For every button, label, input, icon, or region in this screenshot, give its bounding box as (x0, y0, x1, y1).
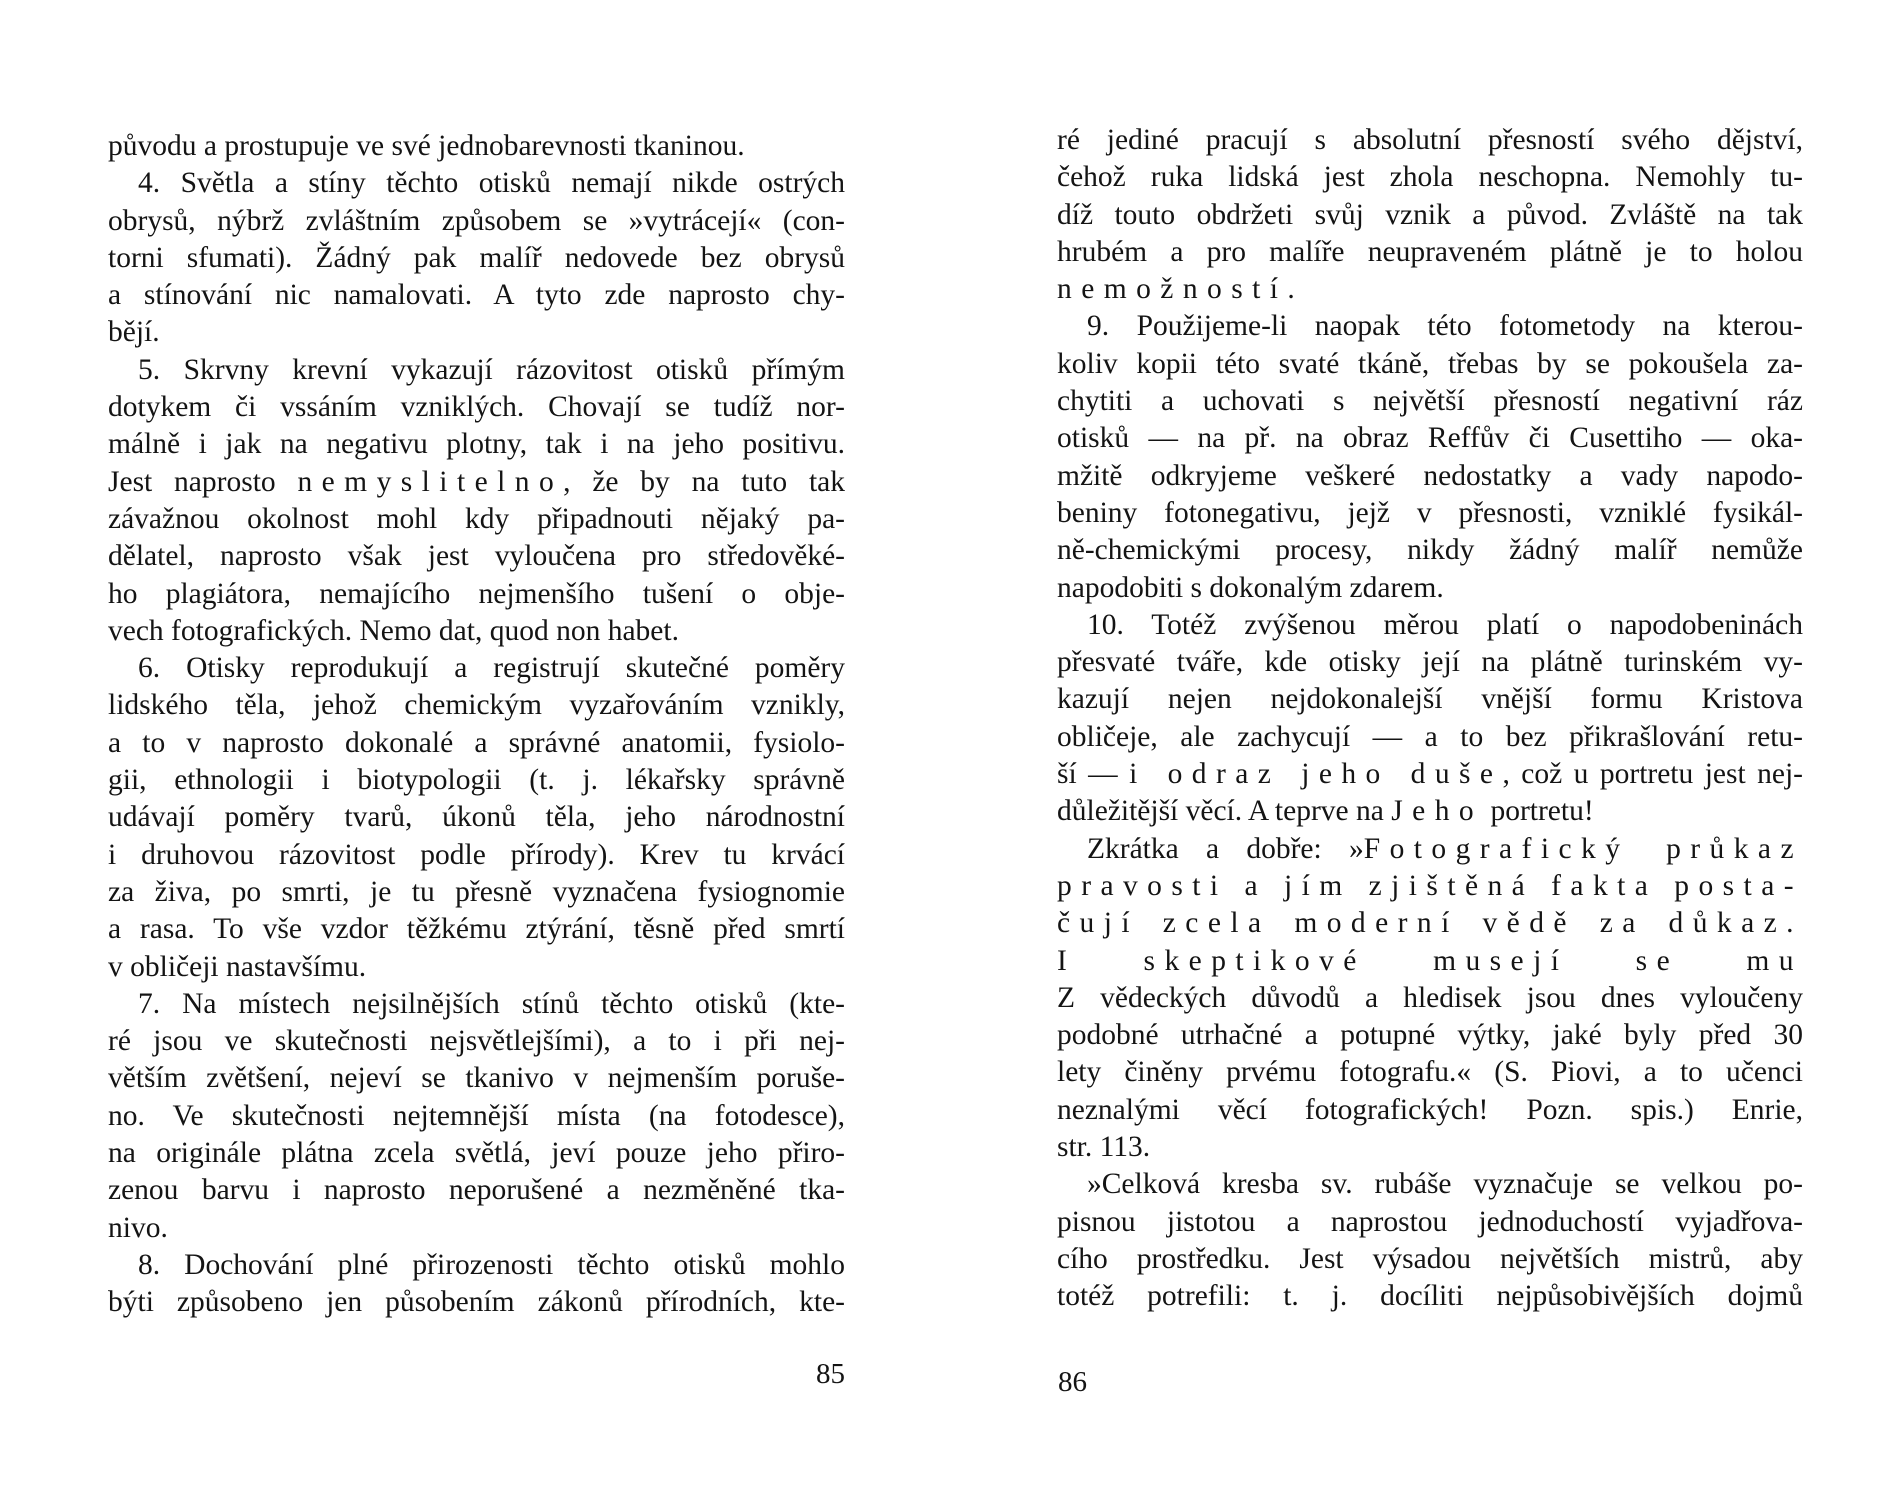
text-segment: ší — (1057, 758, 1130, 791)
text-line (108, 1060, 845, 1097)
text-segment: otisků — na př. na obraz Reffův či Cusettiho — oka- (1057, 422, 1803, 455)
page-number-left: 85 (816, 1358, 845, 1390)
text-segment: přesvaté tváře, kde otisky její na plátně turinském vy- (1057, 646, 1803, 679)
text-line (1057, 122, 1803, 159)
text-line (108, 1023, 845, 1060)
text-segment: v obličeji nastavšímu. (108, 950, 367, 983)
spaced-emphasis: pravosti a jím zjištěná fakta posta- (1057, 869, 1803, 902)
text-segment: beniny fotonegativu, jejž v přesnosti, vzniklé fysikál- (1057, 496, 1803, 529)
text-segment: ně-chemickými procesy, nikdy žádný malíř nemůže (1057, 534, 1803, 567)
text-line (1057, 532, 1803, 569)
text-line (1057, 1204, 1803, 1241)
text-segment: bějí. (108, 316, 160, 349)
text-line (108, 725, 845, 762)
text-line (108, 874, 845, 911)
text-line (108, 501, 845, 538)
text-line (1057, 1017, 1803, 1054)
text-line (108, 352, 845, 389)
text-line (108, 650, 845, 687)
text-line (108, 464, 845, 501)
text-line (1057, 271, 1803, 308)
text-segment: dělatel, naprosto však jest vyloučena pro středověké- (108, 540, 845, 573)
text-line (108, 986, 845, 1023)
text-line (108, 389, 845, 426)
text-line (108, 1135, 845, 1172)
text-segment: cího prostředku. Jest výsadou největších mistrů, aby (1057, 1242, 1803, 1275)
text-segment: kazují nejen nejdokonalejší vnější formu Kristova (1057, 683, 1803, 716)
text-line (108, 1247, 845, 1284)
text-segment: 5. Skrvny krevní vykazují rázovitost otisků přímým (138, 353, 845, 386)
text-line (1057, 420, 1803, 457)
page-number-right: 86 (1058, 1366, 1087, 1398)
text-line (108, 426, 845, 463)
text-line (108, 203, 845, 240)
text-segment: závažnou okolnost mohl kdy připadnouti nějaký pa- (108, 502, 845, 535)
text-line (108, 314, 845, 351)
text-segment: Zkrátka a dobře: » (1087, 832, 1364, 865)
text-line (108, 687, 845, 724)
text-line (1057, 644, 1803, 681)
text-line (108, 949, 845, 986)
left-page-text (108, 128, 845, 1322)
text-line (1057, 1166, 1803, 1203)
spaced-emphasis: nemyslitelno (297, 465, 564, 498)
text-line (108, 277, 845, 314)
text-line (1057, 383, 1803, 420)
text-line (1057, 1054, 1803, 1091)
text-line (1057, 756, 1803, 793)
spaced-emphasis: nemožností. (1057, 273, 1305, 306)
text-segment: čehož ruka lidská jest zhola neschopna. Nemohly tu- (1057, 161, 1803, 194)
text-segment: 7. Na místech nejsilnějších stínů těchto otisků (kte- (138, 987, 845, 1020)
text-segment: ré jediné pracují s absolutní přesností svého dějství, (1057, 124, 1803, 156)
text-segment: větším zvětšení, nejeví se tkanivo v nejmenším poruše- (108, 1062, 845, 1095)
spaced-emphasis: čují zcela moderní vědě za důkaz. (1057, 907, 1803, 940)
text-segment: obrysů, nýbrž zvláštním způsobem se »vytrácejí« (con- (108, 204, 845, 237)
text-segment: ho plagiátora, nemajícího nejmenšího tušení o obje- (108, 577, 845, 610)
text-segment: neznalými věcí fotografických! Pozn. spis.) Enrie, (1057, 1093, 1803, 1126)
text-segment: 9. Použijeme-li naopak této fotometody na kterou- (1087, 310, 1803, 343)
text-line (1057, 346, 1803, 383)
text-line (1057, 793, 1803, 830)
text-line (1057, 681, 1803, 718)
text-segment: Jest naprosto (108, 465, 298, 498)
text-segment: mžitě odkryjeme veškeré nedostatky a vady napodo- (1057, 459, 1803, 492)
text-line (108, 240, 845, 277)
text-line (1057, 1278, 1803, 1315)
text-segment: na originále plátna zcela světlá, jeví pouze jeho přiro- (108, 1137, 845, 1170)
text-line (108, 538, 845, 575)
text-line (108, 613, 845, 650)
text-segment: str. 113. (1057, 1131, 1151, 1164)
text-segment: málně i jak na negativu plotny, tak i na jeho positivu. (108, 428, 845, 461)
text-line (1057, 570, 1803, 607)
text-line (108, 1284, 845, 1321)
text-line (1057, 1241, 1803, 1278)
text-segment: , že by na tuto tak (563, 465, 845, 498)
text-segment: dotykem či vssáním vzniklých. Chovají se tudíž nor- (108, 391, 845, 424)
text-line (1057, 868, 1803, 905)
text-segment: udávají poměry tvarů, úkonů těla, jeho národnostní (108, 801, 845, 834)
text-segment: ré jsou ve skutečnosti nejsvětlejšími), a to i při nej- (108, 1025, 845, 1058)
text-segment: i druhovou rázovitost podle přírody). Krev tu krvácí (108, 838, 845, 871)
text-segment: napodobiti s dokonalým zdarem. (1057, 571, 1444, 604)
text-segment: , což u portretu jest nej- (1502, 758, 1803, 791)
text-segment: hrubém a pro malíře neupraveném plátně je to holou (1057, 235, 1803, 268)
text-segment: 8. Dochování plné přirozenosti těchto otisků mohlo (138, 1248, 845, 1281)
text-segment: chytiti a uchovati s největší přesností negativní ráz (1057, 385, 1803, 418)
text-line (108, 1172, 845, 1209)
right-page-text (1057, 122, 1803, 1316)
text-segment: totéž potrefili: t. j. docíliti nejpůsobivějších dojmů (1057, 1280, 1803, 1313)
text-segment: 6. Otisky reprodukují a registrují skutečné poměry (138, 652, 845, 685)
text-line (1057, 159, 1803, 196)
text-segment: portretu! (1483, 795, 1594, 828)
text-line (108, 576, 845, 613)
spaced-emphasis: I skeptikové musejí se mu (1057, 944, 1803, 977)
text-segment: a rasa. To vše vzdor těžkému ztýrání, těsně před smrtí (108, 913, 845, 946)
text-segment: a stínování nic namalovati. A tyto zde naprosto chy- (108, 279, 845, 312)
text-line (1057, 905, 1803, 942)
text-line (1057, 458, 1803, 495)
text-segment: býti způsobeno jen působením zákonů přírodních, kte- (108, 1286, 845, 1319)
text-segment: za živa, po smrti, je tu přesně vyznačena fysiognomie (108, 875, 845, 908)
text-segment: zenou barvu i naprosto neporušené a nezměněné tka- (108, 1174, 845, 1207)
text-segment: nivo. (108, 1211, 168, 1244)
text-line (1057, 943, 1803, 980)
text-line (108, 1210, 845, 1247)
text-segment: torni sfumati). Žádný pak malíř nedovede bez obrysů (108, 241, 845, 274)
text-segment: obličeje, ale zachycují — a to bez přikrašlování retu- (1057, 720, 1803, 753)
text-line (108, 762, 845, 799)
text-line (108, 165, 845, 202)
text-line (108, 837, 845, 874)
text-line (1057, 831, 1803, 868)
text-segment: a to v naprosto dokonalé a správné anatomii, fysiolo- (108, 726, 845, 759)
text-segment: důležitější věcí. A teprve na (1057, 795, 1392, 828)
text-line (1057, 197, 1803, 234)
text-line (1057, 607, 1803, 644)
text-line (1057, 1092, 1803, 1129)
text-segment: gii, ethnologii i biotypologii (t. j. lékařsky správně (108, 764, 845, 797)
text-segment: vech fotografických. Nemo dat, quod non habet. (108, 614, 679, 647)
text-line (1057, 308, 1803, 345)
text-segment: pisnou jistotou a naprostou jednoduchostí vyjadřova- (1057, 1205, 1803, 1238)
spaced-emphasis: i odraz jeho duše (1129, 758, 1503, 791)
text-segment: Z vědeckých důvodů a hledisek jsou dnes vyloučeny (1057, 981, 1803, 1014)
text-segment: původu a prostupuje ve své jednobarevnosti tkaninou. (108, 130, 745, 162)
text-segment: no. Ve skutečnosti nejtemnější místa (na fotodesce), (108, 1099, 845, 1132)
text-line (108, 128, 845, 165)
text-segment: koliv kopii této svaté tkáně, třebas by se pokoušela za- (1057, 347, 1803, 380)
text-segment: díž touto obdržeti svůj vznik a původ. Zvláště na tak (1057, 198, 1803, 231)
text-segment: 10. Totéž zvýšenou měrou platí o napodobeninách (1087, 608, 1803, 641)
text-line (1057, 719, 1803, 756)
text-line (1057, 1129, 1803, 1166)
text-segment: »Celková kresba sv. rubáše vyznačuje se velkou po- (1087, 1168, 1803, 1201)
text-segment: 4. Světla a stíny těchto otisků nemají nikde ostrých (138, 167, 845, 200)
text-line (1057, 234, 1803, 271)
text-line (108, 911, 845, 948)
text-line (1057, 495, 1803, 532)
text-segment: lety činěny prvému fotografu.« (S. Piovi, a to učenci (1057, 1056, 1803, 1089)
spaced-emphasis: Fotografický průkaz (1363, 832, 1803, 865)
text-line (108, 1098, 845, 1135)
text-line (108, 799, 845, 836)
text-segment: podobné utrhačné a potupné výtky, jaké byly před 30 (1057, 1019, 1803, 1052)
spaced-emphasis: Jeho (1391, 795, 1484, 828)
text-line (1057, 980, 1803, 1017)
text-segment: lidského těla, jehož chemickým vyzařováním vznikly, (108, 689, 845, 722)
